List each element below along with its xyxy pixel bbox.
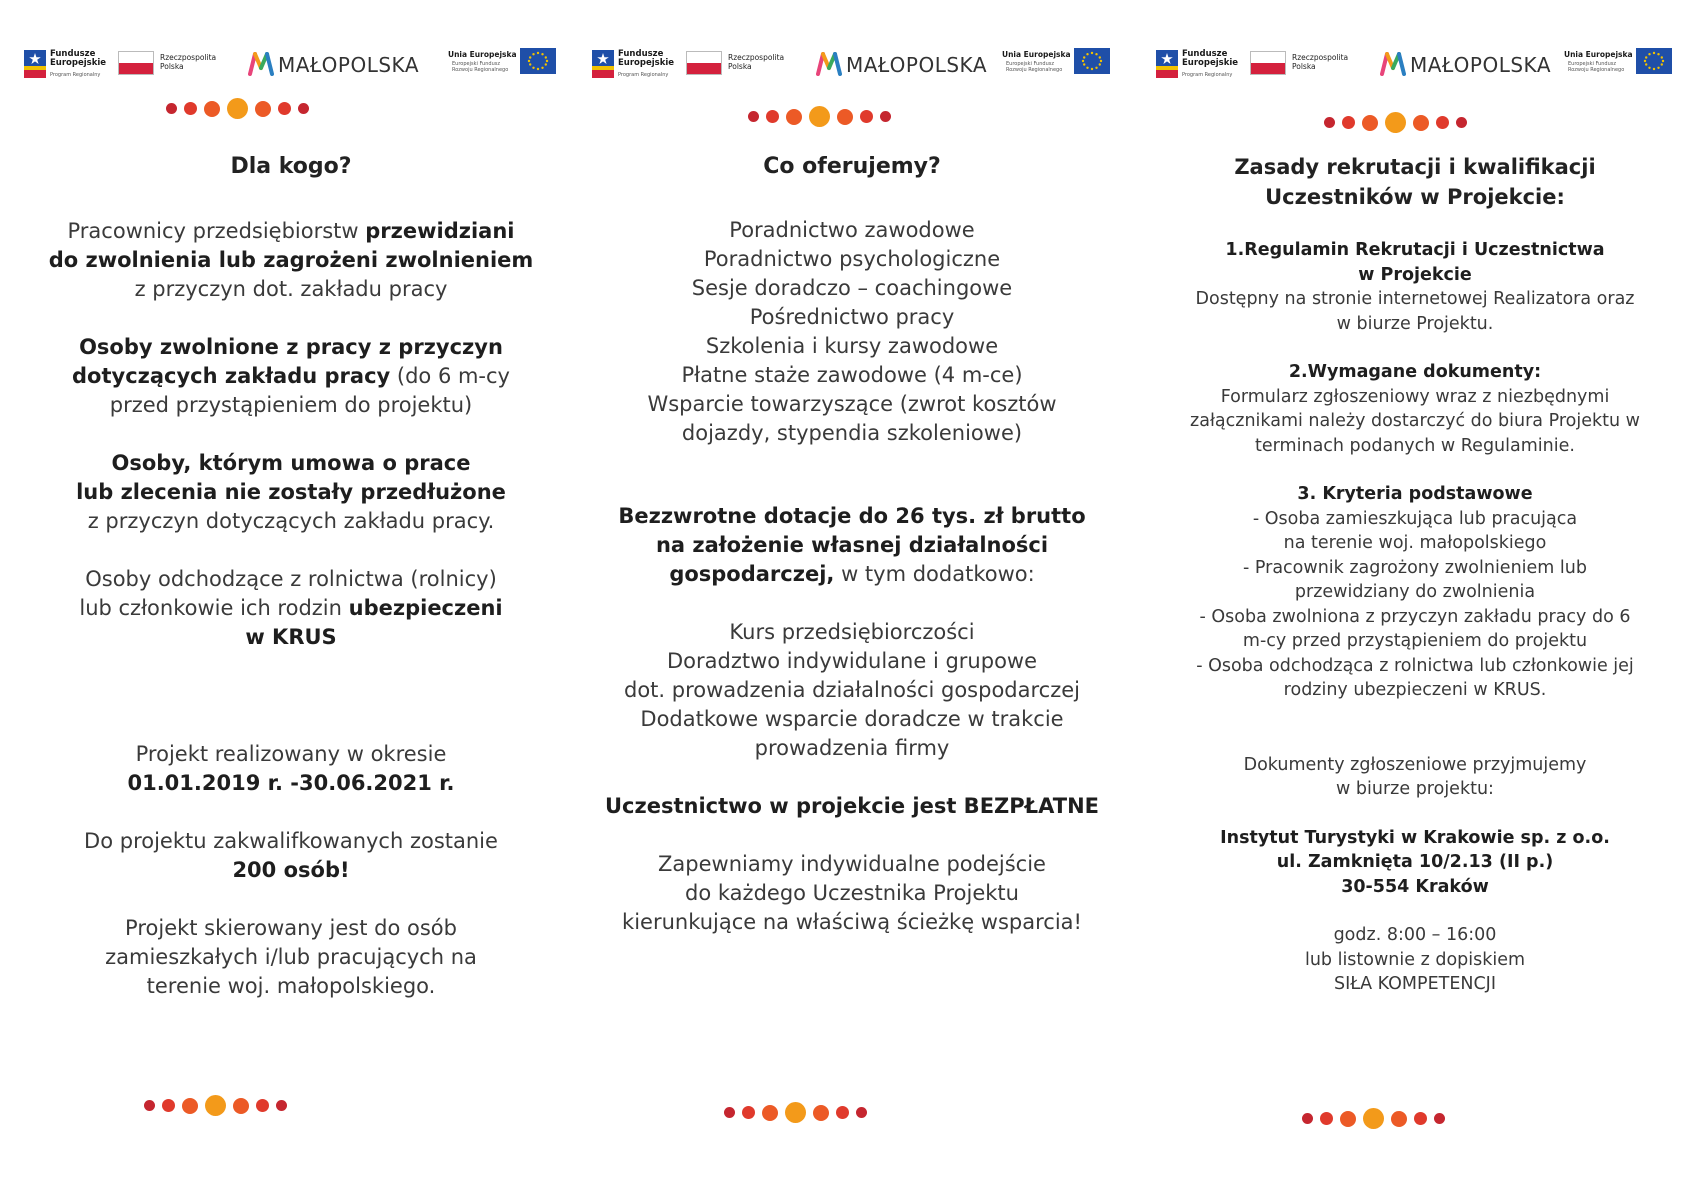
- offer-list: [586, 216, 1118, 448]
- decorative-dots-bottom: [144, 1095, 287, 1116]
- fe-flag-icon: [1156, 50, 1178, 78]
- offer-item: Szkolenia i kursy zawodowe: [705, 334, 999, 358]
- region-name: MAŁOPOLSKA: [278, 53, 420, 77]
- region-name: MAŁOPOLSKA: [1410, 53, 1552, 77]
- eu-flag-icon: [520, 48, 556, 74]
- criteria-line: na terenie woj. małopolskiego: [1283, 533, 1547, 553]
- grant-info: Bezzwrotne dotacje do 26 tys. zł brutto na założenie własnej działalności gospodarczej, w tym dodatkowo:: [618, 504, 1086, 586]
- zasady-content: [1150, 152, 1680, 997]
- fe-subtitle: Program Regionalny: [618, 72, 669, 78]
- decorative-dots-top: [748, 106, 891, 127]
- logo-strip: [24, 44, 556, 84]
- eu-subtitle: Europejski Fundusz Rozwoju Regionalnego: [1568, 61, 1625, 73]
- logo-strip: [592, 44, 1110, 84]
- offer-item: Poradnictwo psychologiczne: [703, 247, 1001, 271]
- logo-strip: [1156, 44, 1672, 84]
- polish-flag-icon: [118, 51, 154, 75]
- target-group-contracts: Osoby, którym umowa o prace lub zlecenia nie zostały przedłużone z przyczyn dotyczących zakładu pracy.: [76, 451, 506, 533]
- extra-item: Doradztwo indywidulane i grupowe: [666, 649, 1038, 673]
- panel-co-oferujemy: [586, 0, 1118, 1191]
- fe-title: Fundusze Europejskie: [50, 49, 107, 68]
- offer-item: Pośrednictwo pracy: [749, 305, 955, 329]
- malopolska-logo: [816, 44, 994, 84]
- eu-title: Unia Europejska: [448, 50, 517, 59]
- offer-item: Płatne staże zawodowe (4 m-ce): [681, 363, 1023, 387]
- office-address: Instytut Turystyki w Krakowie sp. z o.o. ul. Zamknięta 10/2.13 (II p.) 30-554 Kraków: [1220, 827, 1610, 897]
- criteria-line: - Pracownik zagrożony zwolnieniem lub: [1243, 557, 1587, 578]
- closing-text: Zapewniamy indywidualne podejście do każdego Uczestnika Projektu kierunkujące na właściwą ścieżkę wsparcia!: [622, 852, 1082, 934]
- polish-flag-icon: [1250, 51, 1286, 75]
- eu-flag-icon: [1636, 48, 1672, 74]
- extra-item: dot. prowadzenia działalności gospodarczej: [624, 678, 1080, 702]
- criteria-line: - Osoba odchodząca z rolnictwa lub członkowie jej: [1196, 655, 1634, 676]
- extra-item: prowadzenia firmy: [754, 736, 950, 760]
- rzeczpospolita-logo: [686, 44, 796, 84]
- offer-item: Poradnictwo zawodowe: [729, 218, 975, 242]
- criteria-line: - Osoba zwolniona z przyczyn zakładu pracy do 6: [1199, 606, 1631, 627]
- fe-subtitle: Program Regionalny: [50, 72, 101, 78]
- eu-title: Unia Europejska: [1002, 50, 1071, 59]
- co-oferujemy-content: [586, 152, 1118, 937]
- eu-flag-icon: [1074, 48, 1110, 74]
- section-title: Zasady rekrutacji i kwalifikacji Uczestników w Projekcie:: [1234, 155, 1596, 209]
- eu-title: Unia Europejska: [1564, 50, 1633, 59]
- malopolska-logo: [1380, 44, 1558, 84]
- rule-documents: 2.Wymagane dokumenty: Formularz zgłoszeniowy wraz z niezbędnymi załącznikami należy dostarczyć do biura Projektu w terminach podanych w Regulaminie.: [1190, 362, 1640, 456]
- unia-europejska-logo: [1564, 44, 1672, 84]
- fe-title: Fundusze Europejskie: [618, 49, 675, 68]
- eu-subtitle: Europejski Fundusz Rozwoju Regionalnego: [452, 61, 509, 73]
- malopolska-logo: [248, 44, 426, 84]
- offer-item: Wsparcie towarzyszące (zwrot kosztów: [647, 392, 1057, 416]
- fe-subtitle: Program Regionalny: [1182, 72, 1233, 78]
- target-group-farmers: Osoby odchodzące z rolnictwa (rolnicy) lub członkowie ich rodzin ubezpieczeni w KRUS: [79, 567, 503, 649]
- extras-list: [586, 618, 1118, 763]
- project-period: Projekt realizowany w okresie 01.01.2019 r. -30.06.2021 r.: [127, 742, 455, 795]
- participant-count: Do projektu zakwalifkowanych zostanie 200 osób!: [84, 829, 498, 882]
- criteria-line: m-cy przed przystąpieniem do projektu: [1242, 631, 1588, 651]
- region-name: MAŁOPOLSKA: [846, 53, 988, 77]
- decorative-dots-bottom: [724, 1102, 867, 1123]
- rule-criteria: 3. Kryteria podstawowe - Osoba zamieszkująca lub pracująca na terenie woj. małopolskiego - Pracownik zagrożony zwolnieniem lub przewidziany do zwolnienia - Osoba zwolniona z przyczyn zakładu pracy do 6 m-cy przed przystąpieniem do projektu - Osoba odchodząca z rolnictwa lub członkowie jej rodziny ubezpieczeni w KRUS.: [1196, 484, 1634, 700]
- office-hours: godz. 8:00 – 16:00 lub listownie z dopiskiem SIŁA KOMPETENCJI: [1304, 925, 1526, 994]
- eu-subtitle: Europejski Fundusz Rozwoju Regionalnego: [1006, 61, 1063, 73]
- offer-item: dojazdy, stypendia szkoleniowe): [681, 421, 1023, 445]
- section-title: Co oferujemy?: [763, 154, 941, 179]
- polish-flag-icon: [686, 51, 722, 75]
- rp-title: Rzeczpospolita Polska: [1292, 53, 1349, 71]
- dla-kogo-content: [18, 152, 564, 1001]
- panel-zasady-rekrutacji: [1150, 0, 1680, 1191]
- fe-flag-icon: [24, 50, 46, 78]
- unia-europejska-logo: [448, 44, 556, 84]
- panel-dla-kogo: [18, 0, 564, 1191]
- section-title: Dla kogo?: [230, 154, 352, 179]
- extra-item: Kurs przedsiębiorczości: [729, 620, 975, 644]
- free-participation: Uczestnictwo w projekcie jest BEZPŁATNE: [604, 794, 1100, 818]
- target-group-dismissed: Osoby zwolnione z pracy z przyczyn dotyczących zakładu pracy (do 6 m-cy przed przystąpieniem do projektu): [72, 335, 510, 417]
- rp-title: Rzeczpospolita Polska: [728, 53, 785, 71]
- extra-item: Dodatkowe wsparcie doradcze w trakcie: [640, 707, 1064, 731]
- target-area: Projekt skierowany jest do osób zamieszkałych i/lub pracujących na terenie woj. małopolskiego.: [105, 916, 477, 998]
- target-group-employees: Pracownicy przedsiębiorstw przewidziani do zwolnienia lub zagrożeni zwolnieniem z przyczyn dot. zakładu pracy: [48, 219, 534, 301]
- rp-title: Rzeczpospolita Polska: [160, 53, 217, 71]
- rule-regulations: 1.Regulamin Rekrutacji i Uczestnictwa w Projekcie Dostępny na stronie internetowej Realizatora oraz w biurze Projektu.: [1195, 240, 1635, 334]
- rzeczpospolita-logo: [118, 44, 228, 84]
- decorative-dots-top: [166, 98, 309, 119]
- malopolska-m-icon: [1380, 52, 1406, 76]
- malopolska-m-icon: [816, 52, 842, 76]
- decorative-dots-top: [1324, 112, 1467, 133]
- fe-flag-icon: [592, 50, 614, 78]
- decorative-dots-bottom: [1302, 1108, 1445, 1129]
- malopolska-m-icon: [248, 52, 274, 76]
- rzeczpospolita-logo: [1250, 44, 1360, 84]
- criteria-line: - Osoba zamieszkująca lub pracująca: [1252, 508, 1578, 529]
- offer-item: Sesje doradczo – coachingowe: [691, 276, 1013, 300]
- documents-accepted: Dokumenty zgłoszeniowe przyjmujemy w biurze projektu:: [1243, 754, 1587, 799]
- criteria-line: przewidziany do zwolnienia: [1294, 582, 1536, 602]
- criteria-line: rodziny ubezpieczeni w KRUS.: [1283, 680, 1547, 700]
- fe-title: Fundusze Europejskie: [1182, 49, 1239, 68]
- unia-europejska-logo: [1002, 44, 1110, 84]
